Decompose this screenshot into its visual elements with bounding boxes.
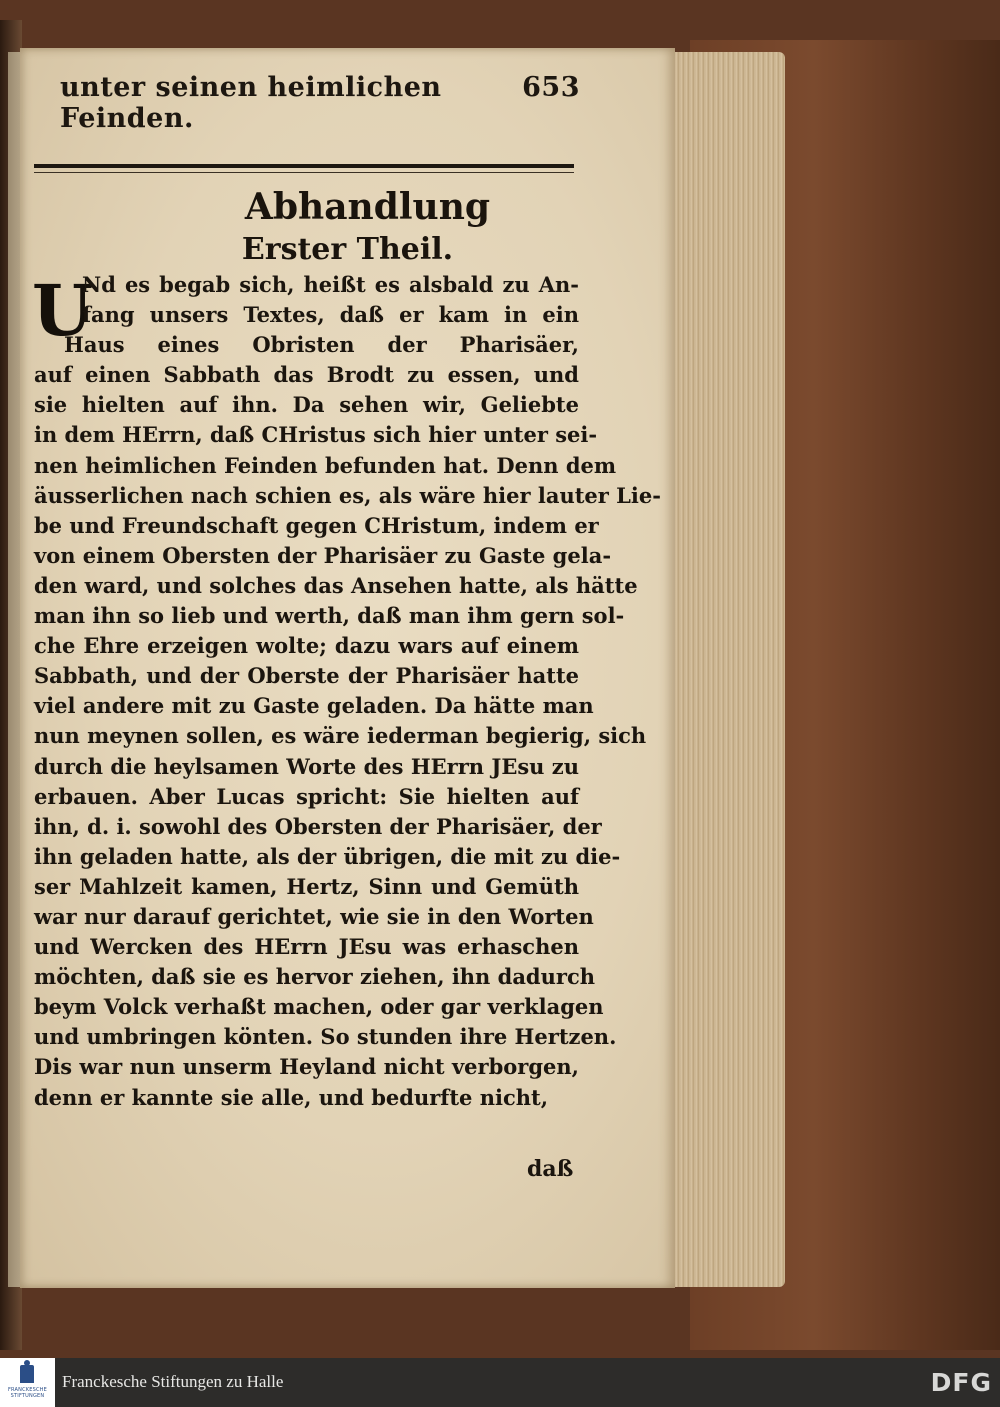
text-line: Sabbath, und der Oberste der Pharisäer hatte (34, 663, 579, 689)
text-line: den ward, und solches das Ansehen hatte, als hätte (34, 572, 638, 598)
text-line: von einem Obersten der Pharisäer zu Gaste gela- (34, 542, 612, 568)
running-head-title: unter seinen heimlichen Feinden. (60, 72, 442, 134)
text-line: in dem HErrn, daß CHristus sich hier unter sei- (34, 422, 598, 448)
text-line: nun meynen sollen, es wäre iederman begierig, sich (34, 723, 647, 749)
text-line: viel andere mit zu Gaste geladen. Da hätte man (34, 693, 594, 719)
text-line: beym Volck verhaßt machen, oder gar verklagen (34, 994, 604, 1020)
building-icon (20, 1365, 34, 1383)
dfg-logo[interactable]: DFG (930, 1368, 992, 1397)
text-line: man ihn so lieb und werth, daß man ihm gern sol- (34, 603, 625, 629)
catchword: daß (527, 1156, 574, 1182)
text-line: Dis war nun unserm Heyland nicht verborgen, (34, 1054, 579, 1080)
text-line: durch die heylsamen Worte des HErrn JEsu zu (34, 753, 579, 779)
section-subheading: Erster Theil. (241, 232, 454, 267)
logo-text: FRANCKESCHE STIFTUNGEN (7, 1387, 48, 1399)
text-line: Nd es begab sich, heißt es alsbald zu An- (82, 272, 579, 297)
institution-name[interactable]: Franckesche Stiftungen zu Halle (62, 1372, 284, 1391)
text-line: erbauen. Aber Lucas spricht: Sie hielten auf (34, 783, 579, 809)
text-line: be und Freundschaft gegen CHristum, indem er (34, 512, 599, 538)
text-line: Haus eines Obristen der Pharisäer, (64, 332, 579, 358)
header-rule-thin (34, 172, 574, 173)
running-head (60, 72, 580, 134)
text-line: nen heimlichen Feinden befunden hat. Denn dem (34, 452, 617, 478)
page-number: 653 (522, 72, 580, 103)
franckesche-logo[interactable] (0, 1358, 55, 1407)
text-line: ser Mahlzeit kamen, Hertz, Sinn und Gemüth (34, 873, 579, 899)
text-line: sie hielten auf ihn. Da sehen wir, Geliebte (34, 392, 579, 418)
drop-cap: U (32, 269, 94, 352)
viewer-footer (0, 1358, 1000, 1407)
text-line: und umbringen könten. So stunden ihre Hertzen. (34, 1024, 617, 1050)
text-line: che Ehre erzeigen wolte; dazu wars auf einem (34, 633, 579, 659)
text-line: denn er kannte sie alle, und bedurfte nicht, (34, 1084, 549, 1110)
section-heading: Abhandlung (244, 186, 491, 228)
text-line: ihn, d. i. sowohl des Obersten der Pharisäer, der (34, 813, 602, 839)
text-line: möchten, daß sie es hervor ziehen, ihn dadurch (34, 964, 596, 990)
text-line: fang unsers Textes, daß er kam in ein (82, 302, 579, 328)
text-line: ihn geladen hatte, als der übrigen, die mit zu die- (34, 843, 621, 869)
text-line: war nur darauf gerichtet, wie sie in den Worten (34, 903, 594, 929)
page-edges (665, 52, 785, 1287)
header-rule (34, 164, 574, 168)
text-line: und Wercken des HErrn JEsu was erhaschen (34, 934, 579, 960)
text-line: auf einen Sabbath das Brodt zu essen, und (34, 362, 579, 388)
text-line: äusserlichen nach schien es, als wäre hier lauter Lie- (34, 482, 661, 508)
body-text (34, 270, 661, 1113)
